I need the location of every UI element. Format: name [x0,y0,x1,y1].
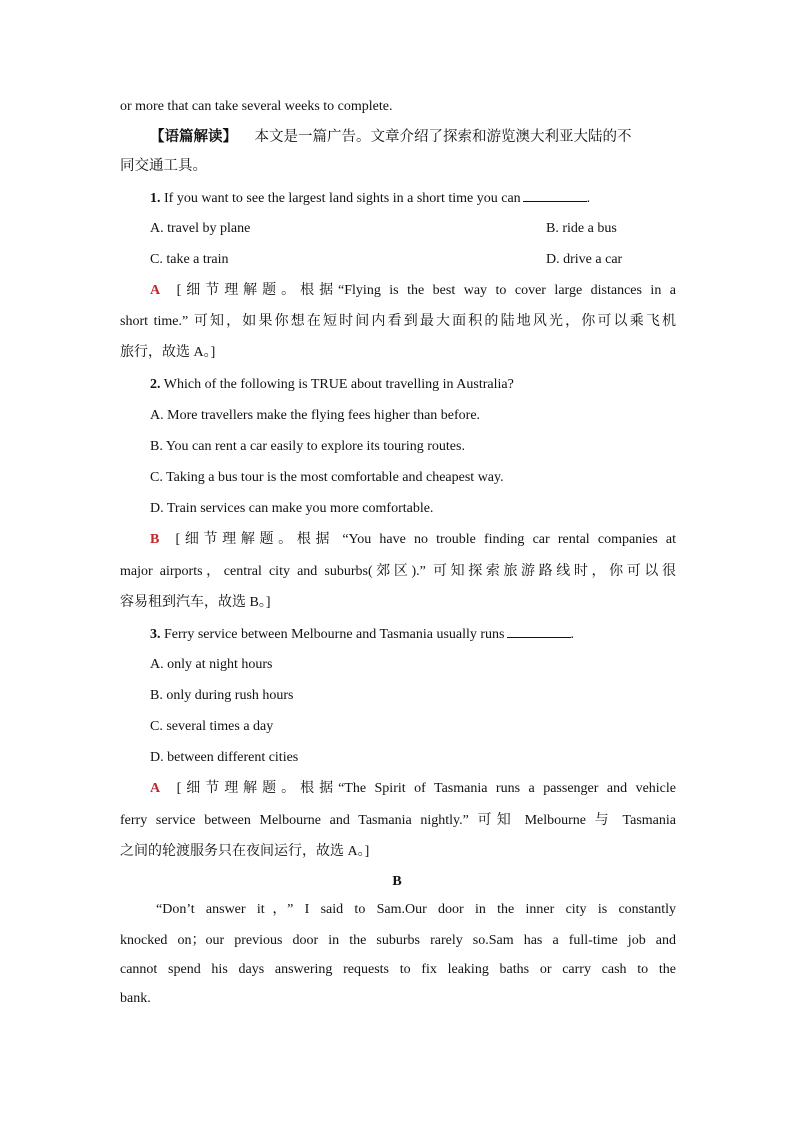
analysis-label: 【语篇解读】 [150,129,237,145]
question-1 [150,189,676,208]
options-row [150,251,676,269]
question-stem: Which of the following is TRUE about travelling in Australia? [163,377,514,392]
analysis-text-cont: 同交通工具。 [120,158,207,174]
explanation-text: [细节理解题。根据“The Spirit of Tasmania runs a passenger and vehicle [176,781,676,796]
answer-explanation-2 [150,531,676,549]
intro-tail: or more that can take several weeks to complete. [120,99,393,114]
explanation-text: 之间的轮渡服务只在夜间运行，故选 A。] [120,844,370,859]
answer-letter: B [150,532,160,547]
question-stem: If you want to see the largest land sights in a short time you can [164,191,521,206]
option-a: A. travel by plane [150,221,251,236]
question-number: 3. [150,627,161,642]
answer-blank [523,189,587,202]
explanation-text: ferry service between Melbourne and Tasmania nightly.” 可知 Melbourne 与 Tasmania [120,813,676,828]
option-d: D. Train services can make you more comfortable. [150,501,434,516]
answer-letter: A [150,283,161,298]
option-a: A. More travellers make the flying fees higher than before. [150,408,481,423]
option-d: D. drive a car [546,252,623,267]
question-number: 2. [150,377,161,392]
analysis-text: 本文是一篇广告。文章介绍了探索和游览澳大利亚大陆的不 [254,129,632,145]
explanation-text: 容易租到汽车，故选 B。] [120,595,271,610]
question-2 [150,376,676,394]
question-stem: Ferry service between Melbourne and Tasmania usually runs [164,627,505,642]
option-b: B. You can rent a car easily to explore its touring routes. [150,439,465,454]
question-number: 1. [150,191,161,206]
option-c: C. take a train [150,252,229,267]
option-a: A. only at night hours [150,657,273,672]
passage-line: knocked on；our previous door in the suburbs rarely so.Sam has a full-time job and [120,933,676,948]
explanation-text: [细节理解题。根据 “You have no trouble finding car rental companies at [175,532,677,547]
options-row [150,220,676,238]
stem-end: . [586,191,591,206]
answer-letter: A [150,781,161,796]
passage-line: cannot spend his days answering requests to fix leaking baths or carry cash to the [120,962,676,977]
explanation-text: [细节理解题。根据“Flying is the best way to cover large distances in a [176,283,677,298]
explanation-text: major airports，central city and suburbs(郊区).” 可知探索旅游路线时，你可以很 [120,564,676,579]
option-c: C. several times a day [150,719,274,734]
answer-blank [507,625,571,638]
option-c: C. Taking a bus tour is the most comfortable and cheapest way. [150,470,504,485]
option-d: D. between different cities [150,750,299,765]
answer-explanation-1 [150,282,676,300]
passage-line: bank. [120,991,151,1006]
explanation-text: 旅行，故选 A。] [120,345,216,360]
section-heading: B [392,874,402,889]
option-b: B. ride a bus [546,221,617,236]
stem-end: . [570,627,574,642]
option-b: B. only during rush hours [150,688,294,703]
explanation-text: short time.” 可知，如果你想在短时间内看到最大面积的陆地风光，你可以乘飞机 [120,314,676,329]
passage-paragraph: “Don’t answer it，” I said to Sam.Our door in the inner city is constantly [156,902,676,917]
answer-explanation-3 [150,780,676,798]
question-3 [150,625,676,644]
passage-analysis [150,128,676,147]
